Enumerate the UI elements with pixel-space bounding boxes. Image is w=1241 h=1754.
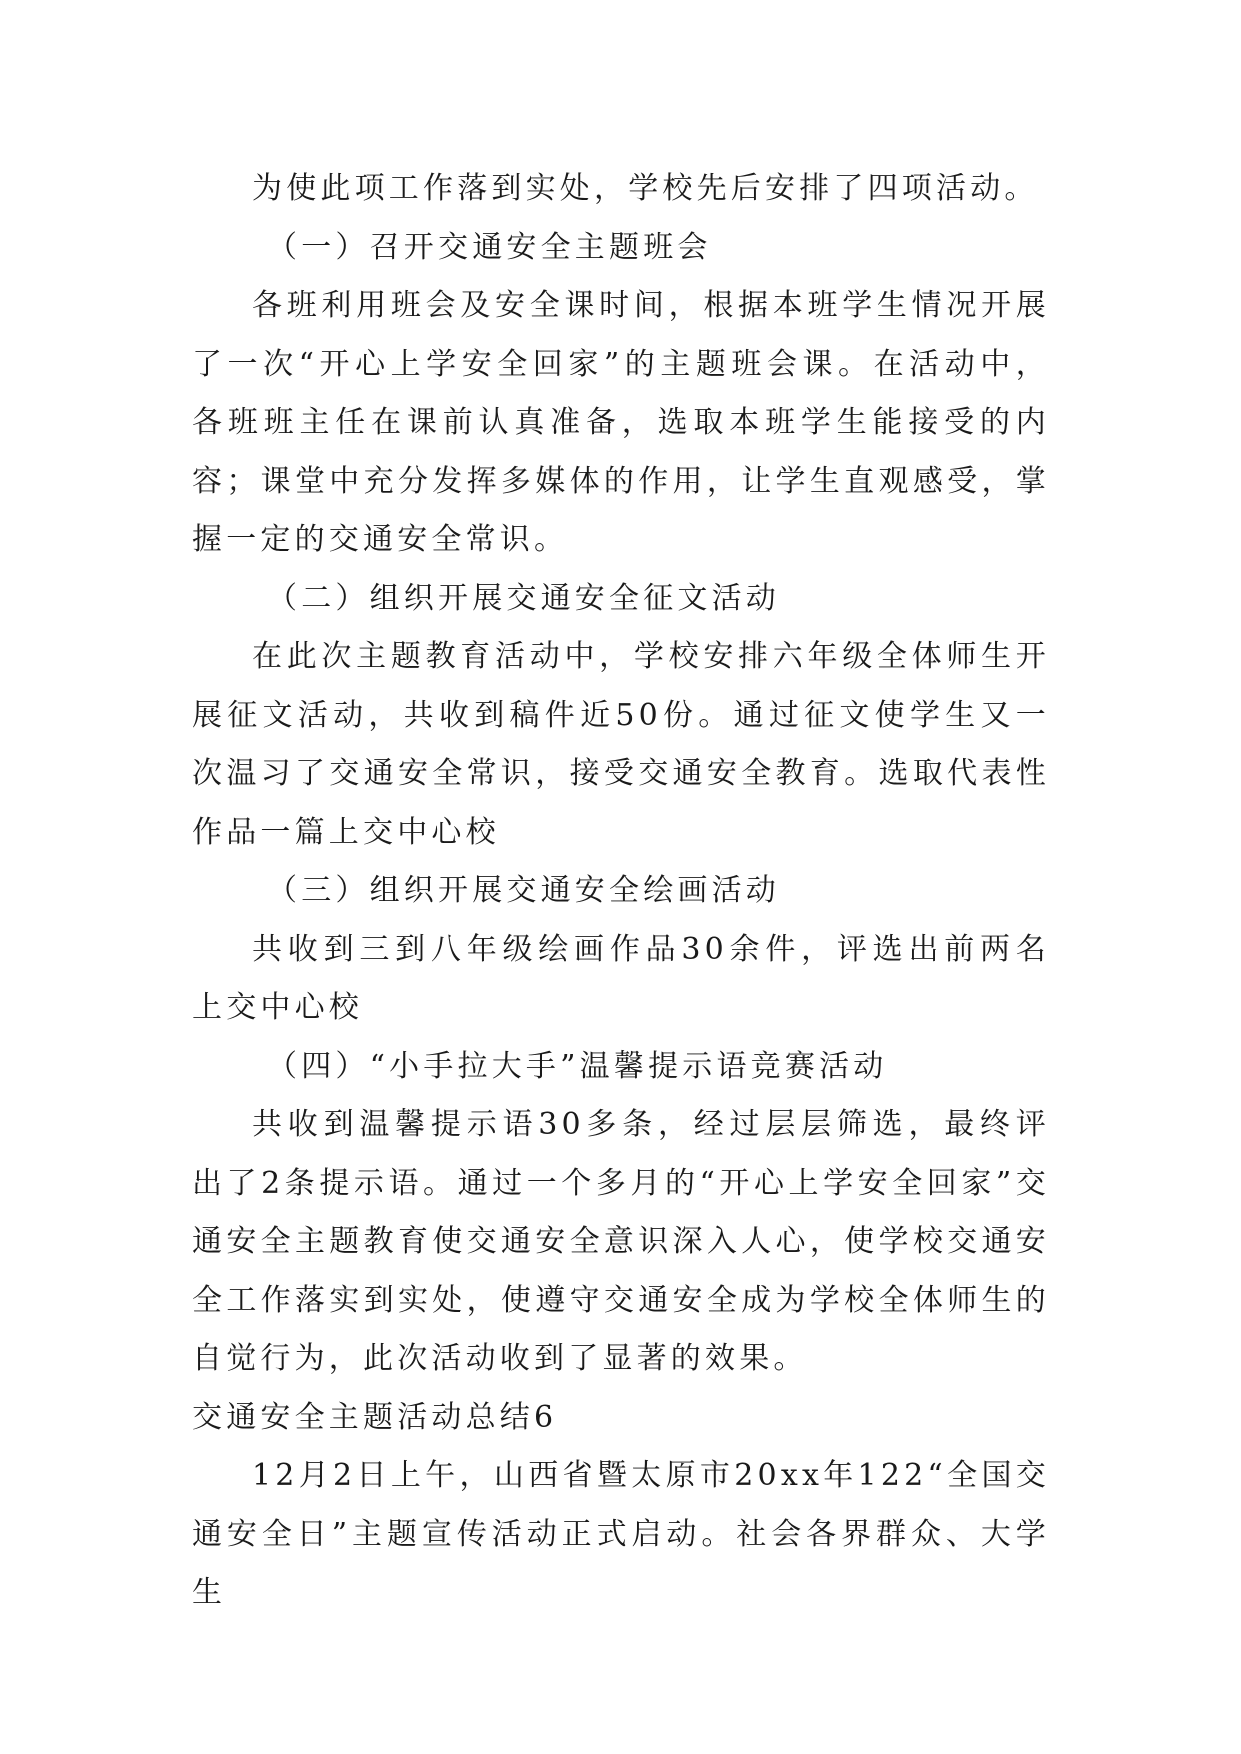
section-heading-1: （一）召开交通安全主题班会 [267, 229, 712, 265]
paragraph-event-launch: 12月2日上午，山西省暨太原市20xx年122“全国交通安全日”主题宣传活动正式启动。社会各界群众、大学生 [192, 1458, 1050, 1610]
paragraph-intro: 为使此项工作落到实处，学校先后安排了四项活动。 [252, 171, 1039, 206]
section-heading-2: （二）组织开展交通安全征文活动 [267, 580, 780, 616]
paragraph-slogan-contest: 共收到温馨提示语30多条，经过层层筛选，最终评出了2条提示语。通过一个多月的“开心上学安全回家”交通安全主题教育使交通安全意识深入人心，使学校交通安全工作落实到实处，使遵守交通安全成为学校全体师生的自觉行为，此次活动收到了显著的效果。 [192, 1107, 1050, 1376]
document-body [192, 160, 1050, 1623]
section-heading-3: （三）组织开展交通安全绘画活动 [267, 873, 780, 908]
paragraph-essay-activity: 在此次主题教育活动中，学校安排六年级全体师生开展征文活动，共收到稿件近50份。通过征文使学生又一次温习了交通安全常识，接受交通安全教育。选取代表性作品一篇上交中心校 [192, 639, 1050, 850]
paragraph-class-meeting: 各班利用班会及安全课时间，根据本班学生情况开展了一次“开心上学安全回家”的主题班会课。在活动中，各班班主任在课前认真准备，选取本班学生能接受的内容；课堂中充分发挥多媒体的作用，让学生直观感受，掌握一定的交通安全常识。 [192, 288, 1050, 557]
summary-title: 交通安全主题活动总结6 [192, 1399, 558, 1435]
paragraph-drawing-activity: 共收到三到八年级绘画作品30余件，评选出前两名上交中心校 [192, 931, 1050, 1025]
section-heading-4: （四）“小手拉大手”温馨提示语竞赛活动 [267, 1048, 888, 1084]
